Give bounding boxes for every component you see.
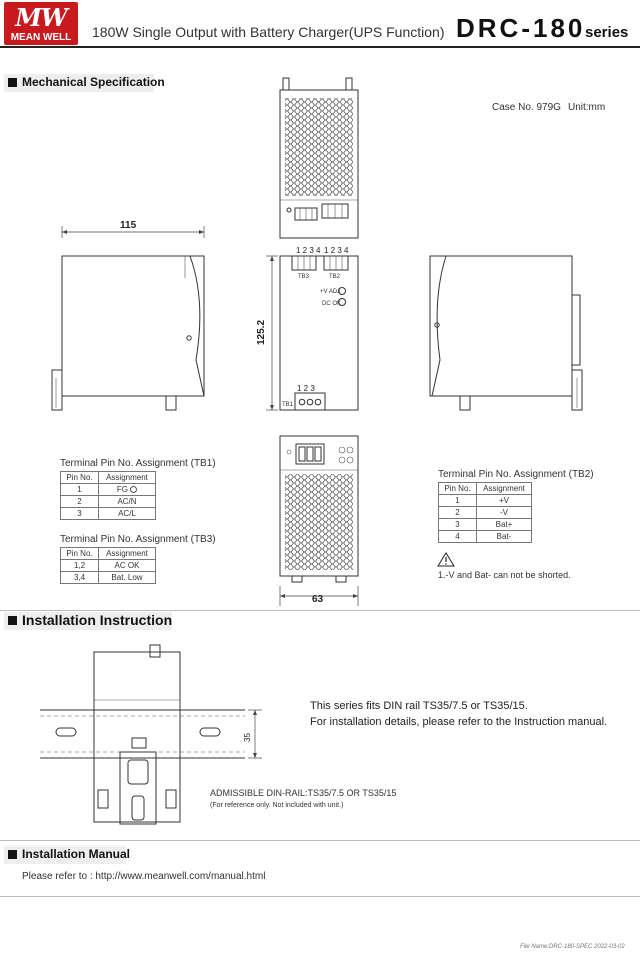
- table-row: [439, 531, 532, 543]
- bottom-view-drawing: [280, 436, 358, 606]
- table-cell: Bat+: [477, 519, 532, 531]
- table-row: [439, 495, 532, 507]
- tb3-pin-numbers: 1 2 3 4: [296, 246, 321, 255]
- tb1-title: Terminal Pin No. Assignment (TB1): [60, 458, 216, 469]
- warning-note: 1.-V and Bat- can not be shorted.: [438, 570, 571, 580]
- install-line-2: For installation details, please refer to the Instruction manual.: [310, 716, 608, 728]
- table-row: [439, 483, 532, 495]
- dim-height-label: 125.2: [256, 319, 267, 345]
- warning-icon: [438, 553, 454, 566]
- table-cell: Bat-: [477, 531, 532, 543]
- table-cell: -V: [477, 507, 532, 519]
- tb1-table: [60, 471, 156, 520]
- divider: [0, 896, 640, 897]
- table-row: [61, 572, 156, 584]
- table-cell-text: FG: [116, 485, 128, 494]
- table-cell: 3: [439, 519, 477, 531]
- table-header: Pin No.: [439, 483, 477, 495]
- tb1-label: TB1: [282, 402, 294, 408]
- dcok-label: DC OK: [322, 301, 342, 307]
- table-row: [61, 496, 156, 508]
- tb2-pin-numbers: 1 2 3 4: [324, 246, 349, 255]
- model-name: DRC-180: [456, 13, 586, 43]
- section-bullet: [8, 850, 17, 859]
- table-cell: 1: [439, 495, 477, 507]
- section-title: Mechanical Specification: [22, 75, 165, 89]
- reference-note: (For reference only. Not included with unit.): [210, 802, 344, 809]
- unit-label: Unit:mm: [568, 102, 606, 113]
- table-row: [439, 507, 532, 519]
- table-cell: 2: [439, 507, 477, 519]
- tb3-title: Terminal Pin No. Assignment (TB3): [60, 534, 216, 545]
- table-header: Assignment: [99, 472, 156, 484]
- admissible-din-rail: ADMISSIBLE DIN-RAIL:TS35/7.5 OR TS35/15: [210, 788, 397, 798]
- series-label: series: [585, 24, 629, 41]
- ground-icon: [130, 486, 137, 493]
- table-cell: [99, 484, 156, 496]
- table-cell: AC/N: [99, 496, 156, 508]
- table-cell: +V: [477, 495, 532, 507]
- tb2-label: TB2: [329, 274, 341, 280]
- tb2-title: Terminal Pin No. Assignment (TB2): [438, 469, 594, 480]
- section-manual: [4, 846, 131, 864]
- left-side-view-drawing: [52, 226, 204, 410]
- rail-dim-label: 35: [243, 733, 252, 742]
- table-cell: 4: [439, 531, 477, 543]
- table-row: [439, 519, 532, 531]
- table-cell: 2: [61, 496, 99, 508]
- table-header: Assignment: [477, 483, 532, 495]
- tb3-table: [60, 547, 156, 584]
- divider: [0, 840, 640, 841]
- section-bullet: [8, 616, 17, 625]
- table-cell: Bat. Low: [99, 572, 156, 584]
- tb1-pin-numbers: 1 2 3: [297, 384, 315, 393]
- product-subtitle: 180W Single Output with Battery Charger(UPS Function): [92, 24, 445, 40]
- divider: [0, 610, 640, 611]
- section-title: Installation Manual: [22, 847, 131, 861]
- table-cell: 3,4: [61, 572, 99, 584]
- table-header: Assignment: [99, 548, 156, 560]
- dim-width-label: 115: [120, 220, 137, 231]
- dim-depth-label: 63: [312, 594, 324, 605]
- table-row: [61, 508, 156, 520]
- top-view-drawing: [280, 78, 358, 238]
- tb3-label: TB3: [298, 274, 310, 280]
- table-cell: AC OK: [99, 560, 156, 572]
- file-name: File Name:DRC-180-SPEC 2022-03-02: [520, 944, 625, 950]
- table-cell: 1,2: [61, 560, 99, 572]
- vadj-label: +V ADJ.: [320, 289, 342, 295]
- case-number: Case No. 979G: [492, 102, 561, 113]
- table-cell: 1: [61, 484, 99, 496]
- section-title: Installation Instruction: [22, 612, 173, 628]
- logo-text: MEAN WELL: [10, 32, 72, 43]
- tb2-table: [438, 482, 532, 543]
- manual-link[interactable]: Please refer to : http://www.meanwell.com/manual.html: [22, 871, 266, 882]
- right-side-view-drawing: [430, 256, 582, 410]
- mw-logo-mark: MW: [15, 3, 67, 32]
- table-cell: AC/L: [99, 508, 156, 520]
- table-cell: 3: [61, 508, 99, 520]
- table-row: [61, 484, 156, 496]
- table-row: [61, 560, 156, 572]
- table-row: [61, 548, 156, 560]
- table-row: [61, 472, 156, 484]
- table-header: Pin No.: [61, 472, 99, 484]
- install-line-1: This series fits DIN rail TS35/7.5 or TS35/15.: [310, 700, 528, 712]
- section-installation: [4, 612, 172, 630]
- table-header: Pin No.: [61, 548, 99, 560]
